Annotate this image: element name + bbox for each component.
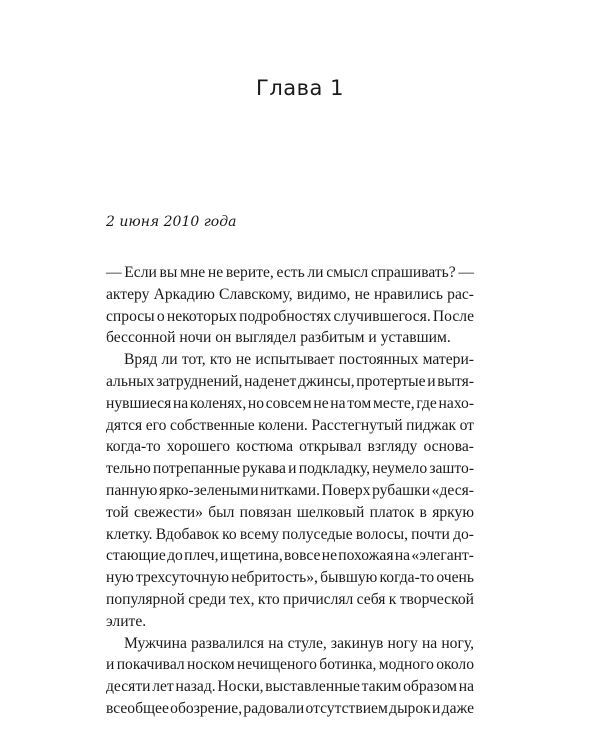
text-line: — Если вы мне не верите, есть ли смысл спрашивать? — xyxy=(106,264,474,281)
text-line: Вряд ли тот, кто не испытывает постоянных матери- xyxy=(124,351,474,369)
text-line: клетку. Вдобавок ко всему полуседые волосы, почти до- xyxy=(106,525,474,543)
text-line: дятся его собственные колени. Расстегнутый пиджак от xyxy=(106,416,474,434)
paragraph-2 xyxy=(106,349,474,632)
text-line: спросы о некоторых подробностях случившегося. После xyxy=(106,307,474,325)
text-line: десяти лет назад. Носки, выставленные таким образом на xyxy=(106,678,474,696)
chapter-title: Глава 1 xyxy=(256,76,344,100)
text-line: всеобщее обозрение, радовали отсутствием дырок и даже xyxy=(106,699,475,717)
text-line: альных затруднений, наденет джинсы, протертые и вытя- xyxy=(106,372,475,390)
text-line: когда-то хорошего костюма открывал взгляду основа- xyxy=(106,438,474,456)
text-line: той свежести» был повязан шелковый платок в яркую xyxy=(106,503,474,521)
text-line: и покачивал носком нечищеного ботинка, модного около xyxy=(106,656,474,674)
text-line: нувшиеся на коленях, но совсем не на том месте, где нахо- xyxy=(106,394,475,412)
paragraph-3 xyxy=(106,633,474,720)
text-line: популярной среди тех, кто причислял себя к творческой xyxy=(106,590,474,608)
date-line: 2 июня 2010 года xyxy=(106,214,237,230)
text-line: элите. xyxy=(106,612,147,630)
paragraph-1 xyxy=(106,262,474,349)
body-text xyxy=(106,262,474,720)
text-line: Мужчина развалился на стуле, закинув ногу на ногу, xyxy=(124,634,474,652)
text-line: бессонной ночи он выглядел разбитым и уставшим. xyxy=(106,329,451,347)
text-line: ную трехсуточную небритость», бывшую когда-то очень xyxy=(106,569,474,587)
text-line: стающие до плеч, и щетина, вовсе не похожая на «элегант- xyxy=(106,547,474,565)
text-line: панную ярко-зелеными нитками. Поверх рубашки «деся- xyxy=(106,481,474,499)
text-line: актеру Аркадию Славскому, видимо, не нравились рас- xyxy=(106,285,474,303)
text-line: тельно потрепанные рукава и подкладку, неумело зашто- xyxy=(106,460,475,478)
